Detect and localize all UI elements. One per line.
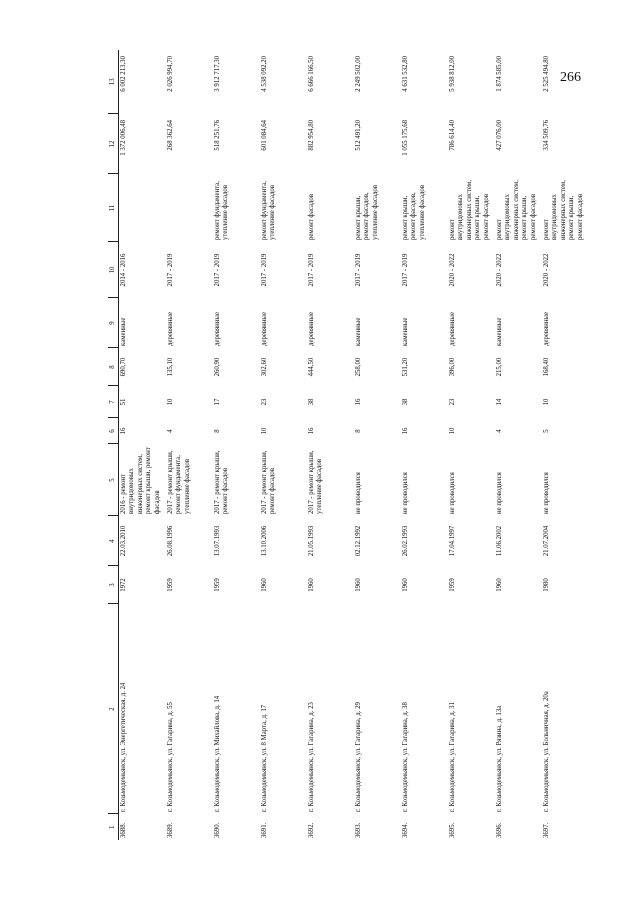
table-cell: 1959 [449, 578, 456, 592]
table-cell: 215,00 [496, 357, 503, 377]
table-cell: не проводился [449, 472, 456, 514]
table-cell: ремонт крыши, ремонт фасадов, утепление фасадов [355, 184, 379, 240]
table-cell: 2020 - 2022 [543, 253, 550, 287]
table-row [448, 50, 495, 840]
table-cell: 5 938 812,00 [449, 56, 456, 92]
table-cell: 690,70 [120, 357, 127, 377]
table-cell: 3690. [214, 822, 221, 838]
table-cell: каменные [402, 317, 409, 346]
table-cell: деревянные [261, 312, 268, 346]
table-cell: 518 251,76 [214, 120, 221, 151]
table-cell: г. Козьмодемьянск, ул. Больничная, д. 20а [543, 691, 550, 812]
table-cell: 2017 - 2019 [355, 253, 362, 287]
table-cell: 38 [308, 398, 315, 406]
table-cell: 4 538 092,20 [261, 56, 268, 92]
table-cell: 02.12.1992 [355, 525, 362, 557]
table-cell: г. Козьмодемьянск, ул. Михайлова, д. 14 [214, 695, 221, 812]
table-cell: 11.06.2002 [496, 525, 503, 557]
table-row [495, 50, 542, 840]
table-cell: 3694. [402, 822, 409, 838]
table-cell: 531,20 [402, 357, 409, 377]
table-cell: не проводился [355, 472, 362, 514]
table-cell: 1960 [308, 578, 315, 592]
table-cell: 2017 - 2019 [167, 253, 174, 287]
table-cell: не проводился [402, 472, 409, 514]
table-cell: ремонт внутридомовых инженерных систем, ремонт крыши, ремонт фасадов [543, 180, 584, 240]
table-cell: 1972 [120, 578, 127, 592]
table-cell: 17 [214, 398, 221, 406]
table-cell: 10 [167, 398, 174, 406]
column-header: 2 [108, 604, 119, 814]
table-cell: 1960 [402, 578, 409, 592]
table-cell: 26.02.1993 [402, 525, 409, 557]
table-cell: г. Козьмодемьянск, ул. Гагарина, д. 31 [449, 702, 456, 812]
table-cell: 3693. [355, 822, 362, 838]
table-cell: г. Козьмодемьянск, ул. Энергетическая, д. 24 [120, 682, 127, 812]
table-row [354, 50, 401, 840]
table-cell: 16 [355, 398, 362, 406]
table-cell: ремонт фундамента, утепление фасадов [214, 181, 230, 240]
table-cell: 2016 - ремонт внутридомовых инженерных систем, ремонт крыши, ремонт фасадов [120, 447, 161, 514]
table-cell: 1960 [496, 578, 503, 592]
table-cell: 21.05.1993 [308, 525, 315, 557]
column-header: 12 [108, 114, 119, 174]
table-cell: 1 874 585,00 [496, 56, 503, 92]
table-cell: 14 [496, 398, 503, 406]
table-cell: 17.04.1997 [449, 525, 456, 557]
table-cell: 3695. [449, 822, 456, 838]
table-cell: 268 362,64 [167, 120, 174, 151]
table-cell: 601 084,64 [261, 120, 268, 151]
table-row [307, 50, 354, 840]
table-cell: 512 491,20 [355, 120, 362, 151]
table-cell: 22.03.2010 [120, 525, 127, 557]
table-cell: 8 [214, 429, 221, 433]
table-cell: 3688. [120, 822, 127, 838]
column-header: 9 [108, 298, 119, 348]
table-cell: ремонт внутридомовых инженерных систем, ремонт крыши, ремонт фасадов [449, 180, 490, 240]
table-cell: г. Козьмодемьянск, ул. Гагарина, д. 38 [402, 702, 409, 812]
table-cell: 8 [355, 429, 362, 433]
table-cell: ремонт фундамента, утепление фасадов [261, 181, 277, 240]
table-cell: деревянные [308, 312, 315, 346]
table-row [542, 50, 589, 840]
table-cell: 2017 - 2019 [308, 253, 315, 287]
table-cell: 26.08.1996 [167, 525, 174, 557]
table-cell: 13.10.2006 [261, 525, 268, 557]
table-cell: 1959 [167, 578, 174, 592]
table-cell: 6 666 166,50 [308, 56, 315, 92]
table-cell: 6 002 213,30 [120, 56, 127, 92]
table-cell: деревянные [214, 312, 221, 346]
column-header: 13 [108, 50, 119, 114]
table-cell: 1980 [543, 578, 550, 592]
table-cell: 16 [308, 427, 315, 435]
table-cell: г. Козьмодемьянск, ул. Гагарина, д. 23 [308, 702, 315, 812]
table-cell: 38 [402, 398, 409, 406]
table-cell: 10 [449, 427, 456, 435]
table-cell: 882 954,80 [308, 120, 315, 151]
table-cell: 2 026 994,70 [167, 56, 174, 92]
table-cell: 2017 - ремонт крыши, ремонт фундамента, утепление фасадов [167, 450, 191, 514]
table-cell: 4 [167, 429, 174, 433]
table-cell: 1 055 175,68 [402, 120, 409, 156]
table-cell: 2017 - 2019 [214, 253, 221, 287]
table-cell: 23 [261, 398, 268, 406]
column-header: 4 [108, 516, 119, 566]
table-cell: 260,90 [214, 357, 221, 377]
table-cell: 3691. [261, 822, 268, 838]
table-cell: 13.07.1993 [214, 525, 221, 557]
table-cell: 2020 - 2022 [449, 253, 456, 287]
table-cell [119, 174, 167, 242]
table-cell: 135,10 [167, 357, 174, 377]
table-cell: 427 076,00 [496, 120, 503, 151]
table-cell: 23 [449, 398, 456, 406]
column-header: 8 [108, 348, 119, 386]
table-cell: 10 [543, 398, 550, 406]
table-cell: 1960 [355, 578, 362, 592]
column-header: 5 [108, 444, 119, 516]
column-header: 6 [108, 418, 119, 444]
table-cell: 2 525 494,80 [543, 56, 550, 92]
table-cell: 3689. [167, 822, 174, 838]
page-number: 266 [560, 70, 581, 85]
table-cell: 3 912 717,30 [214, 56, 221, 92]
table-cell: деревянные [167, 312, 174, 346]
table-row [401, 50, 448, 840]
table-cell: 4 631 532,80 [402, 56, 409, 92]
table-cell: 2017 - 2019 [402, 253, 409, 287]
table-cell: ремонт крыши, ремонт фасадов, утепление фасадов [402, 184, 426, 240]
table-row [213, 50, 260, 840]
table-cell: 1959 [214, 578, 221, 592]
table-cell: 2017 - ремонт крыши, ремонт фасадов [214, 450, 230, 514]
table-cell: 2017 - 2019 [261, 253, 268, 287]
table-cell: ремонт внутридомовых инженерных систем, ремонт крыши, ремонт фасадов [496, 180, 537, 240]
housing-table [108, 50, 589, 840]
table-cell: 16 [402, 427, 409, 435]
column-header: 7 [108, 386, 119, 418]
column-header: 1 [108, 814, 119, 840]
column-header: 10 [108, 242, 119, 298]
table-row [166, 50, 213, 840]
table-cell: г. Козьмодемьянск, ул. Гагарина, д. 55 [167, 702, 174, 812]
table-cell: деревянные [543, 312, 550, 346]
column-header: 3 [108, 566, 119, 604]
table-cell: каменные [355, 317, 362, 346]
table-cell: не проводился [496, 472, 503, 514]
table-cell: 302,60 [261, 357, 268, 377]
table-cell: 3696. [496, 822, 503, 838]
header-row [108, 50, 119, 840]
table-cell: 10 [261, 427, 268, 435]
column-header: 11 [108, 174, 119, 242]
table-cell: 21.07.2004 [543, 525, 550, 557]
table-cell: 4 [496, 429, 503, 433]
table-cell: 5 [543, 429, 550, 433]
table-cell: 334 509,76 [543, 120, 550, 151]
table-cell: 3697. [543, 822, 550, 838]
table-cell: 51 [120, 398, 127, 406]
table-cell: 2020 - 2022 [496, 253, 503, 287]
table-cell: 1960 [261, 578, 268, 592]
table-cell: 786 614,40 [449, 120, 456, 151]
table-cell [166, 174, 213, 242]
table-cell: г. Козьмодемьянск, ул. 8 Марта, д. 17 [261, 704, 268, 812]
table-cell: деревянные [449, 312, 456, 346]
table-cell: 396,00 [449, 357, 456, 377]
table-cell: 16 [120, 427, 127, 435]
table-cell: 3692. [308, 822, 315, 838]
table-cell: ремонт фасадов [308, 193, 315, 240]
table-cell: не проводился [543, 472, 550, 514]
table-cell: каменные [496, 317, 503, 346]
table-cell: 2017 - ремонт крыши, ремонт фасадов [261, 450, 277, 514]
table-cell: 258,00 [355, 357, 362, 377]
table-row [119, 50, 167, 840]
table-cell: 2 249 502,00 [355, 56, 362, 92]
table-cell: 444,50 [308, 357, 315, 377]
table-cell: 1 372 006,48 [120, 120, 127, 156]
table-cell: 2014 - 2016 [120, 253, 127, 287]
table-cell: каменные [120, 317, 127, 346]
table-cell: г. Козьмодемьянск, ул. Рязина, д. 13а [496, 705, 503, 812]
table-row [260, 50, 307, 840]
table-cell: 168,40 [543, 357, 550, 377]
table-cell: 2017 - ремонт крыши, утепление фасадов [308, 450, 324, 514]
table-cell: г. Козьмодемьянск, ул. Гагарина, д. 29 [355, 702, 362, 812]
